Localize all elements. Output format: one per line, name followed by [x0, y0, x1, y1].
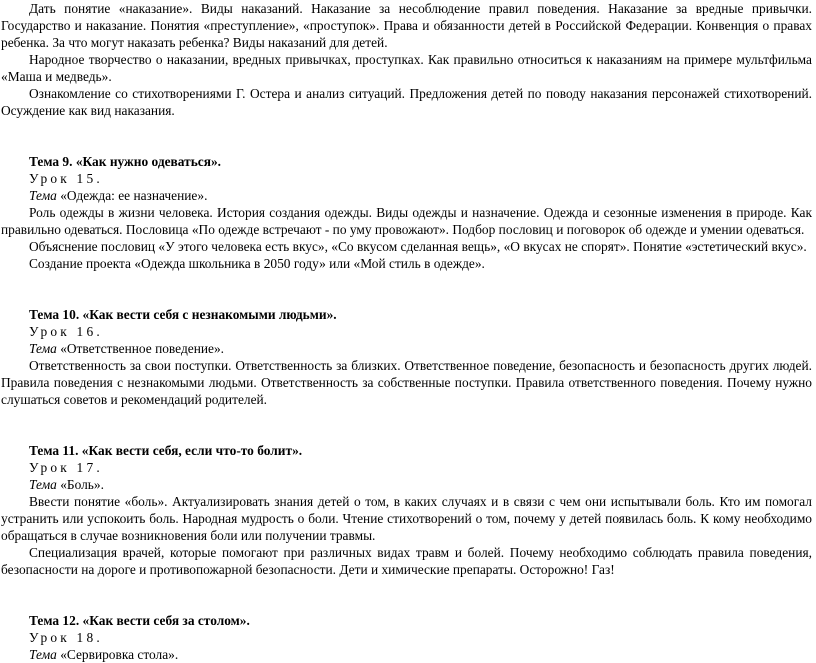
topic-paragraph: Ввести понятие «боль». Актуализировать знания детей о том, в каких случаях и в связи с чем они испытывали боль. Кто им помогал устранить или успокоить боль. Народная мудрость о боли. Чтение стихотворений о том, почему у детей появилась боль. К кому необходимо обращаться в случае возникновения боли или получении травмы. — [1, 494, 812, 543]
topic-name: «Боль». — [60, 477, 104, 492]
topic-title: Тема 9. «Как нужно одеваться». — [29, 154, 222, 169]
lesson-number: Урок 15. — [29, 171, 103, 186]
topic-9-section — [1, 153, 812, 272]
topic-label: Тема — [29, 477, 57, 492]
lesson-number: Урок 16. — [29, 324, 103, 339]
topic-name: «Ответственное поведение». — [60, 341, 225, 356]
topic-12-section — [1, 612, 812, 663]
topic-subtitle — [1, 340, 812, 357]
topic-paragraph: Роль одежды в жизни человека. История создания одежды. Виды одежды и назначение. Одежда и сезонные изменения в природе. Как правильно одеваться. Пословица «По одежде встречают - по уму провожают». Подбор пословиц и поговорок об одежде и умении одеваться. — [1, 205, 812, 237]
topic-paragraph: Объяснение пословиц «У этого человека есть вкус», «Со вкусом сделанная вещь», «О вкусах не спорят». Понятие «эстетический вкус». — [29, 239, 807, 254]
topic-10-section — [1, 306, 812, 408]
topic-subtitle — [1, 476, 812, 493]
topic-paragraph: Специализация врачей, которые помогают при различных видах травм и болей. Почему необходимо соблюдать правила поведения, безопасности на дороге и противопожарной безопасности. Дети и химические препараты. Осторожно! Газ! — [1, 545, 812, 577]
topic-11-section — [1, 442, 812, 578]
intro-paragraph: Народное творчество о наказании, вредных привычках, проступках. Как правильно относиться к наказаниям на примере мультфильма «Маша и медведь». — [1, 52, 812, 84]
lesson-number: Урок 18. — [29, 630, 103, 645]
section-gap — [1, 119, 812, 153]
intro-paragraph: Дать понятие «наказание». Виды наказаний. Наказание за несоблюдение правил поведения. Наказание за вредные привычки. Государство и наказание. Понятия «преступление», «проступок». Права и обязанности детей в Российской Федерации. Конвенция о правах ребенка. За что могут наказать ребенка? Виды наказаний для детей. — [1, 1, 812, 50]
topic-paragraph: Создание проекта «Одежда школьника в 2050 году» или «Мой стиль в одежде». — [29, 256, 485, 271]
lesson-number: Урок 17. — [29, 460, 103, 475]
intro-paragraph: Ознакомление со стихотворениями Г. Остера и анализ ситуаций. Предложения детей по поводу наказания персонажей стихотворений. Осуждение как вид наказания. — [1, 86, 812, 118]
topic-title: Тема 11. «Как вести себя, если что-то болит». — [29, 443, 303, 458]
topic-subtitle — [1, 187, 812, 204]
topic-label: Тема — [29, 647, 57, 662]
section-gap — [1, 408, 812, 442]
topic-subtitle — [1, 646, 812, 663]
section-gap — [1, 578, 812, 612]
topic-label: Тема — [29, 188, 57, 203]
topic-name: «Сервировка стола». — [60, 647, 179, 662]
topic-label: Тема — [29, 341, 57, 356]
topic-name: «Одежда: ее назначение». — [60, 188, 208, 203]
topic-title: Тема 10. «Как вести себя с незнакомыми людьми». — [29, 307, 337, 322]
topic-paragraph: Ответственность за свои поступки. Ответственность за близких. Ответственное поведение, безопасность и безопасность других людей. Правила поведения с незнакомыми людьми. Ответственность за собственные поступки. Правила ответственного поведения. Почему нужно слушаться советов и рекомендаций родителей. — [1, 358, 812, 407]
topic-title: Тема 12. «Как вести себя за столом». — [29, 613, 250, 628]
section-gap — [1, 272, 812, 306]
